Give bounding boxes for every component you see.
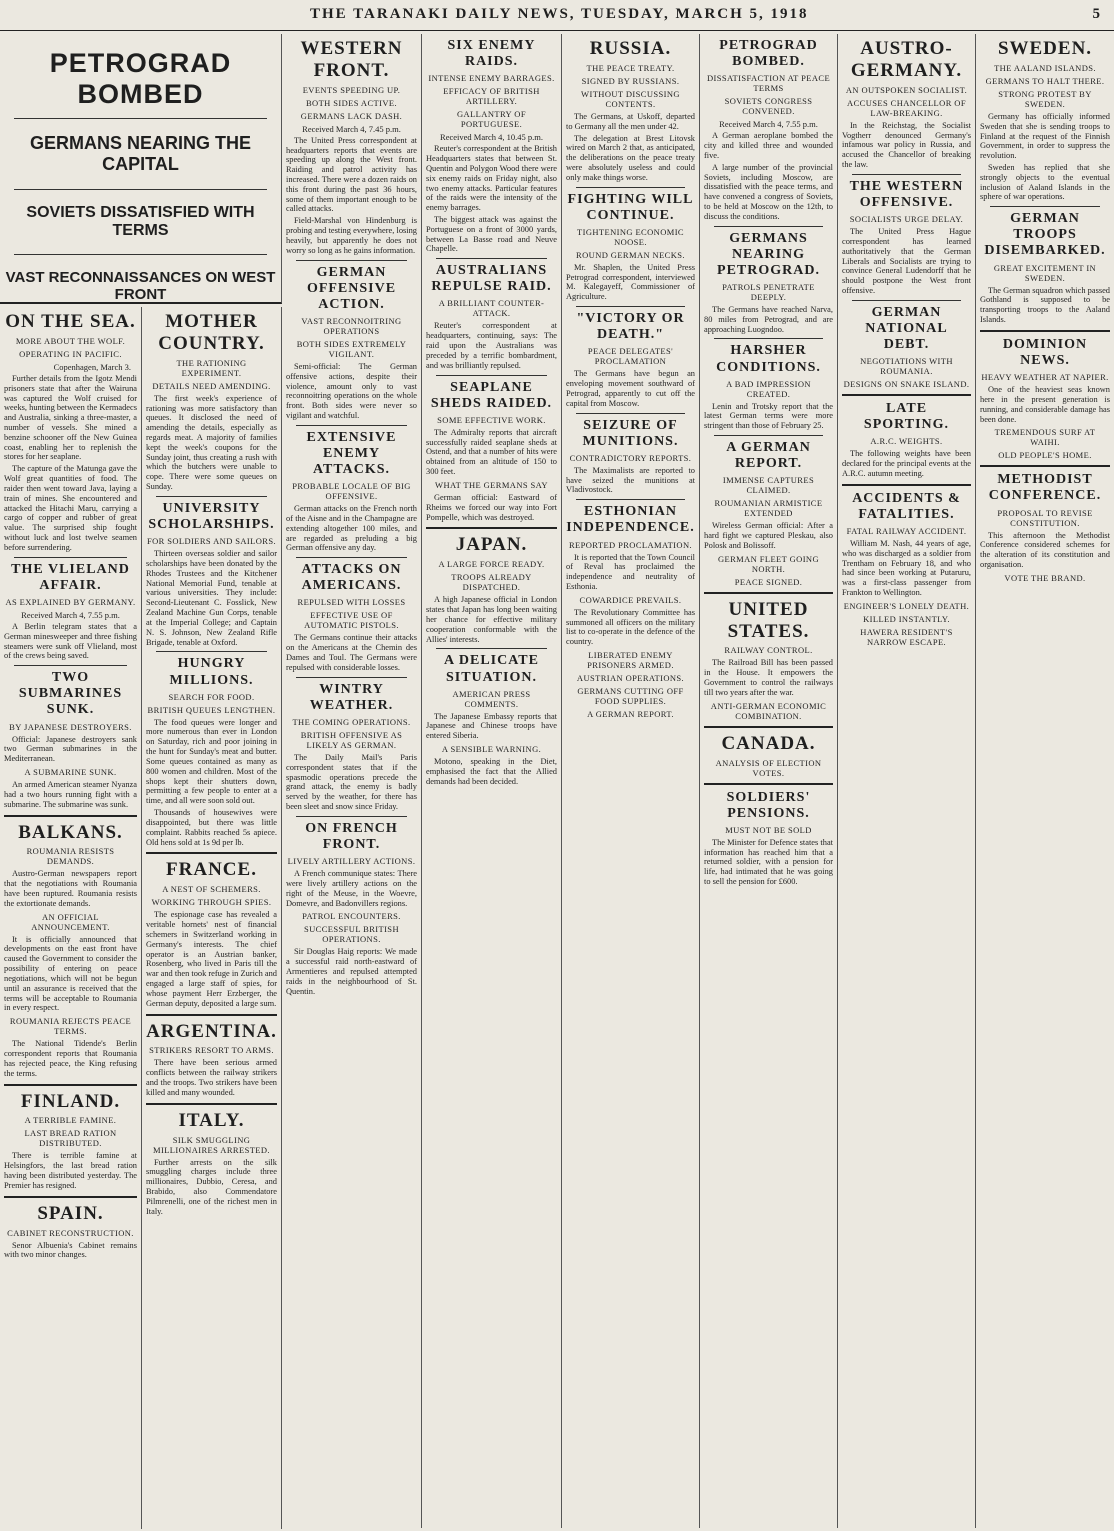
subheading: ANALYSIS OF ELECTION VOTES. [715, 757, 822, 778]
article-text: Lenin and Trotsky report that the latest German terms were more stringent than those of February 25. [704, 401, 833, 431]
article-text: The Admiralty reports that aircraft successfully raided seaplane sheds at Ostend, and that a number of hits were obtained from an altitude of 150 to 300 feet. [426, 427, 557, 477]
page-number: 5 [1092, 6, 1100, 22]
article-text: The United Press Hague correspondent has learned authoritatively that the German Liberals and Socialists are trying to convince General Ludendorff that he should postpone the West front offensive. [842, 227, 971, 295]
article-text: In the Reichstag, the Socialist Vogtherr denounced Germany's infamous war policy in Russia, and accused the Chancellor of breaking the law. [842, 120, 971, 169]
subheading: ANTI-GERMAN ECONOMIC COMBINATION. [710, 700, 827, 721]
article-text: The espionage case has revealed a veritable hornets' nest of financial schemers in Switzerland working in Germany's interests. The chief operator is an Austrian banker, Rosenberg, who lived in Paris till the war and then took refuge in Zurich and engaged a large staff of spies, for whose payment Herr Erzberger, the German deputy, deposited a large sum. [146, 910, 277, 1008]
subheading: WITHOUT DISCUSSING CONTENTS. [581, 88, 680, 109]
article-text: The delegation at Brest Litovsk wired on March 2 that, as anticipated, the deliberations on the peace treaty were absolutely useless and could only make things worse. [566, 133, 695, 182]
article-text: The Japanese Embassy reports that Japanese and Chinese troops have entered Siberia. [426, 711, 557, 741]
subheading: SEARCH FOR FOOD. [168, 691, 255, 702]
subheading: PROBABLE LOCALE OF BIG OFFENSIVE. [292, 481, 411, 502]
article-text: The National Tidende's Berlin correspondent reports that Roumania has rejected peace, the King refusing the terms. [4, 1039, 137, 1078]
heading-sweden: SWEDEN. [997, 38, 1093, 59]
subheading: GALLANTRY OF PORTUGUESE. [457, 109, 526, 130]
article-text: German attacks on the French north of the Aisne and in the Champagne are extending altogether 100 miles, and are regarded as preluding a big German offensive any day. [286, 504, 417, 553]
subheading: SOME EFFECTIVE WORK. [437, 414, 546, 425]
heading: THE WESTERN OFFENSIVE. [849, 178, 964, 210]
heading-balkans: BALKANS. [18, 821, 123, 843]
lead-deck-2: SOVIETS DISSATISFIED WITH TERMS [26, 204, 255, 239]
article-text: A Berlin telegram states that a German minesweeper and three fishing steamers were sunk off Vlieland, most of the crews being saved. [4, 621, 137, 661]
heading: LATE SPORTING. [863, 401, 950, 433]
article-text: Senor Albuenia's Cabinet remains with two minor changes. [4, 1240, 137, 1260]
subheading: BY JAPANESE DESTROYERS. [9, 721, 132, 732]
subheading: DESIGNS ON SNAKE ISLAND. [843, 379, 970, 390]
article-text: Mr. Shaplen, the United Press Petrograd correspondent, interviewed M. Kalegayeff, Commissioner of Agriculture. [566, 262, 695, 302]
heading: THE VLIELAND AFFAIR. [11, 561, 130, 593]
subheading: PEACE DELEGATES' PROCLAMATION [587, 346, 674, 367]
subheading: PROPOSAL TO REVISE CONSTITUTION. [997, 507, 1093, 528]
subheading: SUCCESSFUL BRITISH OPERATIONS. [304, 924, 399, 945]
subheading: ROUMANIAN ARMISTICE EXTENDED [714, 498, 823, 519]
masthead [0, 0, 1114, 31]
heading: EXTENSIVE ENEMY ATTACKS. [306, 429, 397, 478]
article-text: The following weights have been declared for the principal events at the A.R.C. autumn meeting. [842, 449, 971, 478]
heading: METHODIST CONFERENCE. [988, 472, 1102, 504]
article-text: Sir Douglas Haig reports: We made a successful raid north-eastward of Armentieres and repulsed attempted raids in the neighbourhood of St. Quentin. [286, 947, 417, 996]
heading: AUSTRALIANS REPULSE RAID. [431, 263, 552, 295]
article-text: Further details from the Igotz Mendi prisoners state that after the Wairuna was captured the Wolf cruised for weeks, hunting between the Kermadecs and Australia, sinking a three-master, a number of vessels. She mined a benzine schooner off the New Guinea coast, enabling her to replenish the stores for her seaplane. [4, 373, 137, 462]
subheading: LIVELY ARTILLERY ACTIONS. [287, 856, 416, 867]
subheading: HEAVY WEATHER AT NAPIER. [981, 372, 1109, 383]
article-text: One of the heaviest seas known here in the present generation is running, and considerable damage has been done. [980, 385, 1110, 424]
article-text: Austro-German newspapers report that the negotiations with Roumania have been ruptured. Roumania resists the extortionate demands. [4, 869, 137, 908]
subheading: ROUMANIA REJECTS PEACE TERMS. [9, 1016, 132, 1037]
subheading: VOTE THE BRAND. [1004, 572, 1086, 583]
subheading: COWARDICE PREVAILS. [579, 594, 682, 605]
article-text: Field-Marshal von Hindenburg is probing and testing everywhere, losing heavily, but apparently he does not worry so long as he gains information. [286, 216, 417, 255]
subheading: GERMANS TO HALT THERE. [985, 75, 1105, 86]
article-text: An armed American steamer Nyanza had a two hours running fight with a submarine. The submarine was sunk. [4, 780, 137, 809]
heading: SEIZURE OF MUNITIONS. [582, 417, 679, 449]
heading-spain: SPAIN. [37, 1202, 104, 1224]
subheading: BRITISH QUEUES LENGTHEN. [147, 704, 276, 715]
subheading: BOTH SIDES EXTREMELY VIGILANT. [296, 338, 407, 359]
heading: A GERMAN REPORT. [726, 440, 811, 472]
subheading: EVENTS SPEEDING UP. [302, 84, 401, 95]
subheading: TIGHTENING ECONOMIC NOOSE. [577, 226, 684, 247]
subheading: AS EXPLAINED BY GERMANY. [5, 596, 136, 607]
heading-petrograd-bombed: PETROGRAD BOMBED. [719, 38, 818, 70]
subheading: OLD PEOPLE'S HOME. [998, 450, 1092, 461]
heading: GERMAN NATIONAL DEBT. [865, 304, 948, 352]
received-line: Received March 4, 7.55 p.m. [21, 609, 120, 620]
received-line: Received March 4, 7.45 p.m. [302, 123, 401, 134]
column-austro-germany [838, 34, 976, 1528]
subheading: A BRILLIANT COUNTER-ATTACK. [438, 298, 545, 319]
article-text: Reuter's correspondent at the British Headquarters states that between St. Quentin and Polygon Wood there were six enemy raids on Friday night, also two enemy attacks. Particular features of the raids were the intensity of the enemy barrages. [426, 144, 557, 213]
heading: A DELICATE SITUATION. [444, 653, 539, 685]
heading: ESTHONIAN INDEPENDENCE. [566, 504, 695, 536]
article-text: The Railroad Bill has been passed in the House. It empowers the Government to control the railways till two years after the war. [704, 658, 833, 697]
column-six-enemy-raids [422, 34, 562, 1528]
subheading: REPULSED WITH LOSSES [297, 597, 406, 608]
subheading: PATROL ENCOUNTERS. [302, 911, 401, 922]
subheading: DISSATISFACTION AT PEACE TERMS [706, 73, 831, 94]
heading: TWO SUBMARINES SUNK. [18, 670, 123, 718]
heading: ATTACKS ON AMERICANS. [301, 562, 402, 594]
lead-story [0, 34, 282, 304]
subheading: RAILWAY CONTROL. [724, 645, 813, 656]
column-on-the-sea [0, 307, 142, 1529]
article-text: There is terrible famine at Helsingfors, the last bread ration having been distributed yesterday. The Premier has resigned. [4, 1151, 137, 1190]
subheading: FATAL RAILWAY ACCIDENT. [846, 525, 967, 536]
subheading: BOTH SIDES ACTIVE. [305, 97, 398, 108]
masthead-title: THE TARANAKI DAILY NEWS, TUESDAY, MARCH 5, 1918 [310, 6, 809, 22]
article-text: The United Press correspondent at headquarters reports that events are speeding up along the West front. Raiding and patrol activity has increased. There were a dozen raids on this front during the past 36 hours, some of them important enough to be called attacks. [286, 135, 417, 214]
dateline: Copenhagen, March 3. [53, 361, 131, 372]
subheading: LAST BREAD RATION DISTRIBUTED. [24, 1128, 117, 1149]
article-text: The biggest attack was against the Portuguese on a front of 3000 yards, between La Basse road and Neuve Chapelle. [426, 214, 557, 254]
heading: GERMAN OFFENSIVE ACTION. [306, 264, 397, 312]
heading-russia: RUSSIA. [589, 38, 672, 59]
subheading: CONTRADICTORY REPORTS. [569, 452, 692, 463]
heading: ON FRENCH FRONT. [305, 820, 398, 853]
heading-on-the-sea: ON THE SEA. [5, 311, 136, 332]
subheading: A GERMAN REPORT. [587, 709, 674, 720]
article-text: The Maximalists are reported to have seized the munitions at Vladivostock. [566, 465, 695, 495]
heading-austro-germany: AUSTRO-GERMANY. [850, 38, 963, 81]
subheading: HAWERA RESIDENT'S NARROW ESCAPE. [860, 626, 953, 647]
article-text: Official: Japanese destroyers sank two German submarines in the Mediterranean. [4, 734, 137, 764]
heading: SOLDIERS' PENSIONS. [726, 789, 811, 821]
subheading: AMERICAN PRESS COMMENTS. [452, 688, 531, 709]
subheading: NEGOTIATIONS WITH ROUMANIA. [860, 356, 953, 377]
subheading: ENGINEER'S LONELY DEATH. [843, 600, 970, 611]
subheading: ACCUSES CHANCELLOR OF LAW-BREAKING. [847, 97, 966, 118]
subheading: CABINET RECONSTRUCTION. [7, 1227, 134, 1238]
subheading: AUSTRIAN OPERATIONS. [576, 673, 685, 684]
subheading: FOR SOLDIERS AND SAILORS. [146, 536, 277, 547]
subheading: INTENSE ENEMY BARRAGES. [428, 73, 555, 84]
heading: HARSHER CONDITIONS. [716, 343, 821, 375]
lead-deck-3: VAST RECONNAISSANCES ON WEST FRONT [5, 269, 276, 303]
article-text: The Germans have begun an enveloping movement southward of Petrograd, apparently to cut off the capital from Moscow. [566, 369, 695, 408]
column-petrograd-bombed [700, 34, 838, 1528]
subheading: STRIKERS RESORT TO ARMS. [149, 1045, 274, 1056]
heading: UNIVERSITY SCHOLARSHIPS. [148, 500, 275, 533]
subheading: GERMANS LACK DASH. [300, 110, 403, 121]
article-text: Germany has officially informed Sweden that she is sending troops to Finland at the request of the Finnish Government, in order to suppress the revolution. [980, 111, 1110, 161]
article-text: Reuter's correspondent at headquarters, continuing, says: The raid upon the Australians was preceded by a terrific bombardment, and was brilliantly repulsed. [426, 321, 557, 370]
subheading: THE RATIONING EXPERIMENT. [176, 357, 247, 378]
column-sweden [976, 34, 1114, 1528]
article-text: German official: Eastward of Rheims we forced our way into Fort Pompelle, which was destroyed. [426, 492, 557, 522]
subheading: THE COMING OPERATIONS. [292, 716, 411, 727]
subheading: BRITISH OFFENSIVE AS LIKELY AS GERMAN. [300, 729, 403, 750]
subheading: KILLED INSTANTLY. [863, 613, 950, 624]
subheading: PEACE SIGNED. [734, 576, 803, 587]
heading-mother-country: MOTHER COUNTRY. [158, 311, 265, 354]
article-text: The Germans, at Uskoff, departed to Germany all the men under 42. [566, 111, 695, 131]
heading-argentina: ARGENTINA. [146, 1020, 277, 1042]
subheading: SIGNED BY RUSSIANS. [581, 75, 680, 86]
article-text: The food queues were longer and more numerous than ever in London on Saturday, rich and poor joining in the hunt for Sunday's meat and butter. Some queues contained as many as 800 women and children. Most of the shops kept their shutters down, permitting a few people to enter at a time, and all were soon sold out. [146, 717, 277, 806]
article-text: The German squadron which passed Gothland is supposed to be transporting troops to the Aaland Islands. [980, 285, 1110, 325]
heading: WINTRY WEATHER. [309, 681, 394, 713]
article-text: The Minister for Defence states that information has reached him that a returned soldier, with a pension for life, had intimated that he was going to sell the pension for £600. [704, 837, 833, 887]
subheading: IMMENSE CAPTURES CLAIMED. [722, 475, 815, 496]
subheading: MUST NOT BE SOLD [725, 824, 812, 835]
column-mother-country [142, 307, 282, 1529]
article-text: There have been serious armed conflicts between the railway strikers and the troops. Two strikers have been killed and many wounded. [146, 1058, 277, 1097]
article-text: Further arrests on the silk smuggling charges include three millionaires, Dubbio, Ceresa, and Brabido, also Commendatore Pilmrenelli, one of the richest men in Italy. [146, 1157, 277, 1216]
article-text: A high Japanese official in London states that Japan has long been waiting her chance for effective military cooperation conformable with the Allies' interests. [426, 595, 557, 644]
heading-france: FRANCE. [166, 859, 257, 881]
subheading: A TERRIBLE FAMINE. [24, 1115, 117, 1126]
heading: FIGHTING WILL CONTINUE. [567, 191, 694, 223]
subheading: A LARGE FORCE READY. [438, 559, 545, 570]
heading: GERMAN TROOPS DISEMBARKED. [984, 211, 1106, 259]
subheading: TROOPS ALREADY DISPATCHED. [451, 572, 532, 593]
article-text: The Revolutionary Committee has summoned all officers on the military list to co-operate in the defence of the country. [566, 607, 695, 647]
article-text: The first week's experience of rationing was more satisfactory than queues. It disclosed the need of amending the details, especially as regards meat. A majority of families kept the week's coupons for the Sunday joint, thus creating a rush with which the butchers were unable to cope. There were some queues on Sunday. [146, 393, 277, 492]
lead-deck-1: GERMANS NEARING THE CAPITAL [29, 133, 251, 174]
heading: GERMANS NEARING PETROGRAD. [717, 230, 820, 278]
article-text: William M. Nash, 44 years of age, who was discharged as a soldier from Trentham on February 18, and who had since been working at Putaruru, was a first-class passenger from Frankton to Wellington. [842, 538, 971, 598]
column-western-front [282, 34, 422, 1528]
article-text: The Germans have reached Narva, 80 miles from Petrograd, and are approaching Luogndoo. [704, 304, 833, 334]
article-text: Thirteen overseas soldier and sailor scholarships have been donated by the Rhodes Trustees and the Kitchener National Memorial Fund, tenable at various universities. They include: Second-Lieutenant C. Fosslick, New Zealand Machine Gun Corps, tenable at the Imperial College; and Captain N. S. Johnson, New Zealand Rifle Brigade, tenable at Oxford. [146, 549, 277, 647]
lead-headline: PETROGRAD BOMBED [49, 48, 232, 109]
received-line: Received March 4, 7.55 p.m. [719, 119, 818, 130]
subheading: A.R.C. WEIGHTS. [870, 436, 943, 447]
subheading: THE AALAND ISLANDS. [994, 62, 1096, 73]
subheading: SILK SMUGGLING MILLIONAIRES ARRESTED. [153, 1134, 270, 1155]
article-text: Motono, speaking in the Diet, emphasised the fact that the Allied demands had been decided. [426, 757, 557, 786]
heading: ACCIDENTS & FATALITIES. [852, 490, 961, 522]
article-text: It is reported that the Town Council of Reval has proclaimed the independence and neutrality of Esthonia. [566, 552, 695, 591]
subheading: SOVIETS CONGRESS CONVENED. [724, 96, 813, 117]
subheading: PATROLS PENETRATE DEEPLY. [722, 281, 815, 302]
subheading: GERMANS CUTTING OFF FOOD SUPPLIES. [577, 686, 684, 707]
subheading: A SUBMARINE SUNK. [24, 767, 117, 778]
subheading: GERMAN FLEET GOING NORTH. [717, 553, 819, 574]
subheading: TREMENDOUS SURF AT WAIHI. [994, 427, 1096, 448]
heading-canada: CANADA. [721, 732, 816, 754]
article-text: It is officially announced that developments on the east front have caused the Government to consider the possibility of entering on peace negotiations, which will not be begun until an assurance is received that the terms will be acceptable to Roumania in every respect. [4, 934, 137, 1013]
heading: "VICTORY OR DEATH." [576, 311, 685, 343]
article-text: A large number of the provincial Soviets, including Moscow, are dissatisfied with the peace terms, and have convened a congress of Soviets, to be held at Moscow on the 12th, to discuss the conditions. [704, 162, 833, 221]
subheading: THE PEACE TREATY. [586, 62, 675, 73]
heading-japan: JAPAN. [455, 534, 528, 556]
article-text: The Germans continue their attacks on the Americans at the Chemin des Dames and Toul. The Germans were repulsed with considerable losses. [286, 633, 417, 672]
subheading: GREAT EXCITEMENT IN SWEDEN. [993, 262, 1097, 283]
article-text: Wireless German official: After a hard fight we captured Pleskau, also Polosk and Bolissoff. [704, 521, 833, 550]
subheading: VAST RECONNOITRING OPERATIONS [301, 315, 402, 336]
subheading: LIBERATED ENEMY PRISONERS ARMED. [587, 650, 674, 671]
heading: SEAPLANE SHEDS RAIDED. [430, 379, 553, 411]
subheading: DETAILS NEED AMENDING. [152, 380, 271, 391]
heading-western-front: WESTERN FRONT. [300, 38, 403, 81]
subheading: A NEST OF SCHEMERS. [162, 884, 261, 895]
subheading: WHAT THE GERMANS SAY [435, 479, 548, 490]
article-text: A French communique states: There were lively artillery actions on the right of the Meuse, in the Woevre, Domevre, and Badonvillers regions. [286, 869, 417, 908]
subheading: AN OFFICIAL ANNOUNCEMENT. [31, 911, 110, 932]
article-text: Thousands of housewives were disappointed, but there was little complaint. Rabbits reached 5s apiece. Old hens sold at 1s 9d per lb. [146, 808, 277, 847]
article-text: This afternoon the Methodist Conference considered schemes for the alteration of its constitution and organisation. [980, 530, 1110, 570]
subheading: EFFECTIVE USE OF AUTOMATIC PISTOLS. [304, 610, 399, 631]
article-text: The Daily Mail's Paris correspondent states that if the spasmodic operations precede the grand attack, the enemy is badly served by the weather, for there has been sleet and snow since Friday. [286, 752, 417, 812]
heading-dominion-news: DOMINION NEWS. [1002, 336, 1088, 368]
received-line: Received March 4, 10.45 p.m. [440, 132, 543, 143]
subheading: OPERATING IN PACIFIC. [19, 348, 122, 359]
subheading: EFFICACY OF BRITISH ARTILLERY. [443, 86, 540, 107]
article-text: Sweden has replied that she strongly objects to the eventual inclusion of Aaland Islands in the sphere of war operations. [980, 162, 1110, 202]
subheading: A BAD IMPRESSION CREATED. [726, 378, 811, 399]
article-text: The capture of the Matunga gave the Wolf great quantities of food. The raider then went toward Java, laying a train of mines. She encountered and attacked the Hitachi Maru, carrying a cargo of copper and rubber of great value. The surprised ship fought without luck and lost twelve seamen before surrendering. [4, 464, 137, 552]
subheading: A SENSIBLE WARNING. [441, 744, 542, 755]
heading: HUNGRY MILLIONS. [169, 656, 254, 688]
article-text: Semi-official: The German offensive actions, despite their violence, amount only to vast reconnoitring operations on the whole front. Both sides were never so vigilant and watchful. [286, 361, 417, 421]
subheading: MORE ABOUT THE WOLF. [15, 335, 126, 346]
subheading: REPORTED PROCLAMATION. [568, 539, 693, 550]
heading-italy: ITALY. [178, 1109, 245, 1131]
subheading: ROUND GERMAN NECKS. [576, 249, 685, 260]
heading-united-states: UNITED STATES. [727, 598, 810, 642]
subheading: ROUMANIA RESISTS DEMANDS. [26, 846, 115, 867]
subheading: AN OUTSPOKEN SOCIALIST. [845, 84, 968, 95]
heading-finland: FINLAND. [20, 1090, 121, 1112]
subheading: WORKING THROUGH SPIES. [151, 897, 272, 908]
subheading: STRONG PROTEST BY SWEDEN. [998, 88, 1092, 109]
column-russia [562, 34, 700, 1528]
subheading: SOCIALISTS URGE DELAY. [849, 214, 964, 225]
article-text: A German aeroplane bombed the city and killed three and wounded five. [704, 131, 833, 160]
heading-six-enemy-raids: SIX ENEMY RAIDS. [447, 38, 536, 70]
